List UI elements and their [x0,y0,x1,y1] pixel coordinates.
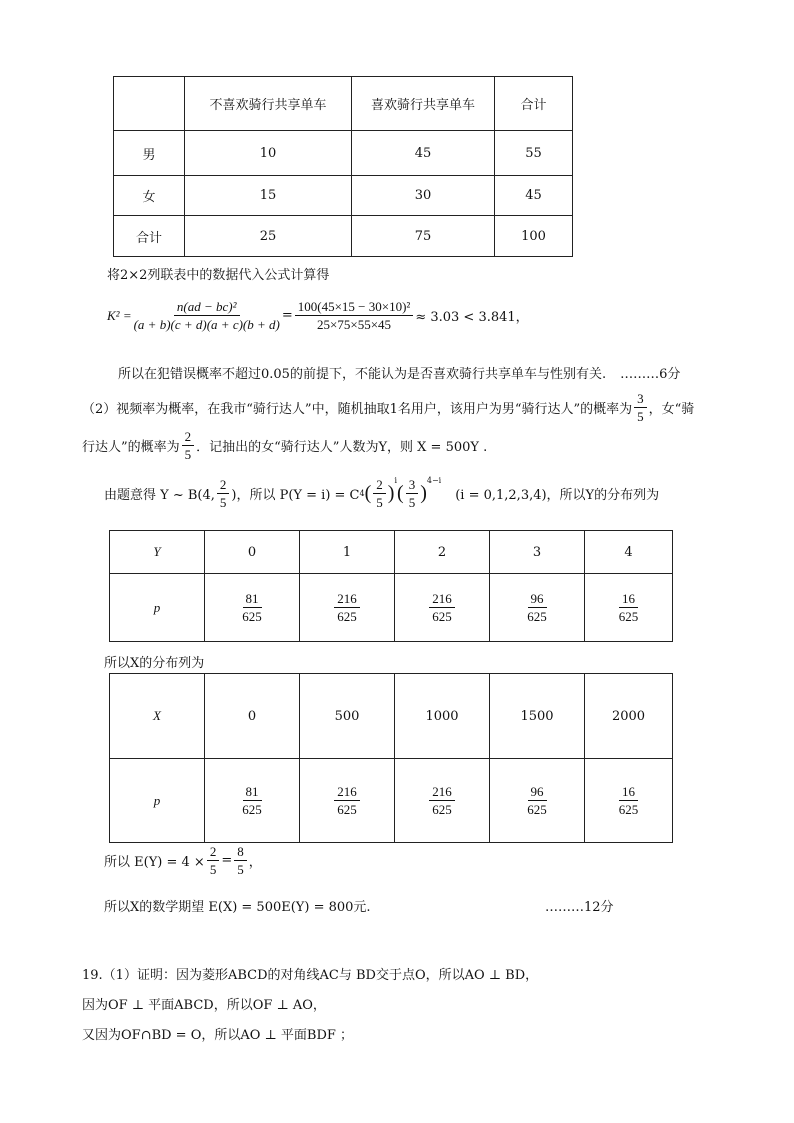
denominator: 5 [376,495,383,510]
fraction [373,476,386,511]
cell: 45 [352,131,495,176]
numerator: 2 [373,476,386,494]
cell: $\frac{16}{625}$ [585,574,673,642]
text-line: 由题意得 Y ~ B(4, $\frac{2}{5}$ )，所以 P(Y = i) = C 4 ( $\frac{2}{5}$ ) $^i$ ( $\frac{3}{5}$ ) $^{4-i}$ (i = 0,1,2,3,4)，所以Y的分布列为 [104,476,660,510]
contingency-table [113,76,573,257]
numerator: 2 [217,476,230,494]
cell [114,77,185,131]
text-line: 所以 E(Y) = 4 × $\frac{2}{5}$ = $\frac{8}{5}$ ， [104,844,262,877]
text: ，女“骑 [648,402,695,417]
text: 由题意得 Y ~ B(4, [104,488,215,503]
cell: $\frac{81}{625}$ [205,759,300,843]
cell: 不喜欢骑行共享单车 [185,77,352,131]
fraction [406,476,419,511]
cell: 30 [352,176,495,216]
text-line: 所以X的数学期望 E(X) = 500E(Y) = 800元. [104,900,371,915]
cell: X [110,674,205,759]
denominator: 25×75×55×45 [317,317,392,332]
text-line: 19.（1）证明：因为菱形ABCD的对角线AC与 BD交于点O，所以AO ⊥ BD， [82,968,539,983]
fraction [295,298,414,333]
denominator: 5 [184,447,192,462]
subscript: 4 [359,489,365,498]
superscript: i [394,476,398,485]
numerator: 2 [207,843,220,861]
cell: $\frac{216}{625}$ [300,574,395,642]
cell: p [110,759,205,843]
cell: 喜欢骑行共享单车 [352,77,495,131]
cell: 500 [300,674,395,759]
numerator: 2 [182,428,195,446]
cell: 45 [495,176,573,216]
cell: 10 [185,131,352,176]
cell: 55 [495,131,573,176]
text-line [82,428,487,463]
fraction [234,843,247,878]
score: ………6分 [620,367,681,382]
distribution-table-x [109,673,673,843]
text: 所以在犯错误概率不超过0.05的前提下，不能认为是否喜欢骑行共享单车与性别有关. [118,367,607,382]
cell: $\frac{81}{625}$ [205,574,300,642]
fraction [182,428,195,463]
cell: 合计 [495,77,573,131]
text: ．记抽出的女“骑行达人”人数为Y，则 X = 500Y . [196,440,488,455]
cell: $\frac{96}{625}$ [490,759,585,843]
text-line: 所以X的分布列为 [104,656,205,671]
fraction [217,476,230,511]
text-line: 因为OF ⊥ 平面ABCD，所以OF ⊥ AO， [82,998,326,1013]
fraction [634,390,647,425]
cell: 100 [495,216,573,257]
cell: 1 [300,531,395,574]
text: 行达人”的概率为 [82,440,180,455]
fraction [207,843,220,878]
text-line [118,363,680,382]
numerator: 3 [406,476,419,494]
cell: 女 [114,176,185,216]
text: 所以 E(Y) = 4 × [104,855,205,870]
cell: 0 [205,531,300,574]
cell: 25 [185,216,352,257]
cell: 4 [585,531,673,574]
cell: 0 [205,674,300,759]
text: (i = 0,1,2,3,4)，所以Y的分布列为 [455,488,660,503]
denominator: 5 [209,862,217,877]
cell: 男 [114,131,185,176]
k2-formula: K² = $\frac{\text{n(ad − bc)²}}{(a + b)(c + d)(a + c)(b + d)}$ = $\frac{\text{100(45×15 − 30×10)²}}{25\times 75\times 55\times 45}$ ≈ 3.03 < 3.841， [107,299,529,332]
cell: $\frac{96}{625}$ [490,574,585,642]
numerator: n(ad − bc)² [174,298,240,316]
numerator: 100(45×15 − 30×10)² [295,298,414,316]
denominator: (a + b)(c + d)(a + c)(b + d) [133,317,280,332]
cell: 1000 [395,674,490,759]
denominator: 5 [219,495,227,510]
cell: $\frac{16}{625}$ [585,759,673,843]
text-line: 又因为OF∩BD = O，所以AO ⊥ 平面BDF ； [82,1028,354,1043]
cell: 3 [490,531,585,574]
cell: $\frac{216}{625}$ [395,574,490,642]
cell: 2 [395,531,490,574]
numerator: 3 [634,390,647,408]
math: ≈ 3.03 < 3.841， [415,310,529,325]
superscript: 4−i [426,476,442,485]
cell: $\frac{216}{625}$ [300,759,395,843]
denominator: 5 [237,862,244,877]
text-line [82,390,694,425]
cell: 75 [352,216,495,257]
score: ………12分 [545,900,614,915]
text: （2）视频率为概率，在我市“骑行达人”中，随机抽取1名用户，该用户为男“骑行达人”的概率为 [82,402,633,417]
fraction [134,298,280,333]
cell: $\frac{216}{625}$ [395,759,490,843]
denominator: 5 [408,495,416,510]
text-line: 将2×2列联表中的数据代入公式计算得 [107,268,330,283]
numerator: 8 [234,843,247,861]
cell: 合计 [114,216,185,257]
cell: 1500 [490,674,585,759]
cell: p [110,574,205,642]
text: )，所以 P(Y = i) = C [231,488,360,503]
cell: 2000 [585,674,673,759]
cell: 15 [185,176,352,216]
denominator: 5 [637,409,644,424]
distribution-table-y [109,530,673,642]
math: K² = [107,307,132,323]
cell: Y [110,531,205,574]
